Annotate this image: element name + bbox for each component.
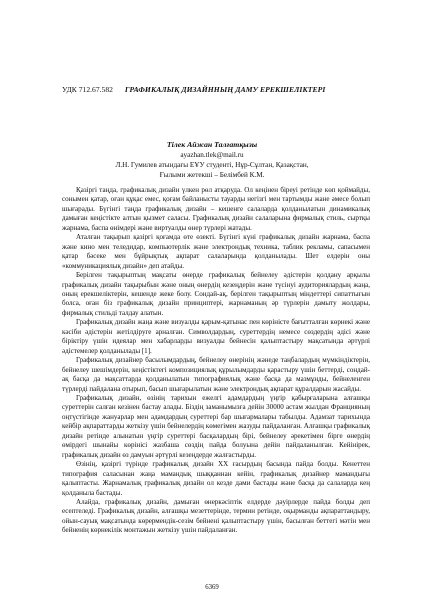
author-email: ayazhan.tlek@mail.ru bbox=[180, 151, 244, 159]
body-paragraph: Графикалық дизайн жаңа және визуалды қарым-қатынас пен көріністе бағытталған көрнекі және кәсіби әдістерін жетілдіруге арналған. Символдардың, суреттердің немесе сөздердің әдісі және біріктіру үшін идеялар мен хабарларды визуалды бейнесін қалыптастыру мақсатында әртүрлі әдістемелер қолданылады [1]. bbox=[62, 318, 370, 355]
article-title: ГРАФИКАЛЫҚ ДИЗАЙННЫҢ ДАМУ ЕРЕКШЕЛІКТЕРІ bbox=[124, 85, 326, 94]
article-body bbox=[62, 186, 370, 536]
body-paragraph: Аталған тақырып қазіргі қоғамда өте өзекті. Бүгінгі күні графикалық дизайн жарнама, баспа және кино мен теледидар, компьютерлік және электрондық техника, таблик рекламы, сапасымен қатар бәсеке мен бұйрықтық ақпарат салаларында қолданылады. Шет елдерін оны «коммуникациялық дизайн» деп атайды. bbox=[62, 233, 370, 270]
supervisor-line: Ғылыми жетекші – Белімбей К.М. bbox=[159, 170, 265, 179]
body-paragraph: Өзінің, қазіргі түрінде графикалық дизайн ХХ ғасырдың басында пайда болды. Кенеттен типография саласынан жаңа мамандық шыққаннан кейін, графикалық дизайнер мамандығы қалыптасты. Жарнамалық графикалық дизайн ол кезде дами бастады және басқа да салаларда кең қолданыла бастады. bbox=[62, 460, 370, 497]
body-paragraph: Қазіргі таңда, графикалық дизайн үлкен рөл атқаруда. Ол кеңінен біреуі ретінде көп қоймайды, сонымен қатар, оған құқас емес, қоғам байланысты тауарды негізгі мен тартымды жане әмесе болып шығарады. Бүгінгі таңда графикалық дизайн – кешенге салаларда қолданылатын динамикалық дамыған кеңістікте алтын қызмет саласы. Графикалық дизайн салаларына фирмалық стиль, сыртқы жарнама, баспа өнімдері және виртуалды өнер түрлері жатады. bbox=[62, 186, 370, 232]
body-paragraph: Графикалық дизайнер басылымдардың, бейнелеу өнерінің жәнеде таңбалардың мүмкіндіктерін, бейнелеу шешімдерін, кеңістіктегі композициялық құрылымдарды қарастыру үшін беттерді, сондай-ақ басқа да мақсаттарда қолданылатын типографиялық және басқа да мазмұнды, бейнеленген түрлерді пайдалана отырып, басып шығарылатын және электрондық ақпарат құралдарын жасайды. bbox=[62, 356, 370, 393]
body-paragraph: Берілген тақырыптың мақсаты өнерде графикалық бейнелеу әдістерін қолдану арқылы графикалық дизайн тақырыбын және оның өнердің кезеңдерін және түсінуі аудиториялардың жаңа, оның ерекшеліктерін, кешенде жеке болу. Сондай-ақ, берілген тақырыптың міндеттері сипаттығын болса, оған біз графикалық дизайн принциптері, жарнаманың әр түрлерін дамыту жолдары, фирмалық стильді талдау алатын. bbox=[62, 271, 370, 317]
affiliation-line: Л.Н. Гумилев атындағы ЕҰУ студенті, Нұр-Сұлтан, Қазақстан, bbox=[115, 161, 309, 169]
udk-code: УДК 712.67.582 bbox=[62, 85, 113, 94]
page-number: 6369 bbox=[205, 584, 219, 591]
author-name: Тілек Айжан Талғатқызы bbox=[166, 140, 258, 149]
header-row bbox=[62, 85, 325, 94]
body-paragraph: Графикалық дизайн, өзінің тарихын ежелгі адамдардың үңгір қабырғаларына алғашқы суреттерін салған кезінен бастау алады. Біздің заманымызға дейін 30000 астам жылдан Францияның оңтүстігінде жануарлар мен адамдардың суреттері бар шығармалары табылды. Адамзат тарихында кейбір ақпараттарды жеткізу үшін бейнелердің көмегімен жазуды пайдаланған. Алғашқы графикалық дизайн ретінде алынатын үңгір суреттері басқалардың бірі, бейнелеу әрекетімен бірге өнердің өмірдегі шынайы көрінісі жазбаша сөздің пайда болуына дейін пайдаланылған. Кейінірек, графикалық дизайн өз дамуын әртүрлі кезеңдерде жалғастырды. bbox=[62, 393, 370, 459]
author-affiliation bbox=[0, 161, 424, 180]
body-paragraph: Алайда, графикалық дизайн, дамыған өнеркәсіптік елдерде дәуірлерде пайда болды деп есептеледі. Графикалық дизайн, алғашқы мезеттерінде, термин ретінде, оқырманды ақпараттандыру, ойын-сауық мақсатында көрермендік-сезім бейнені қалыптастыру үшін, басылған беттегі мәтін мен бейненің көрнекілік монтажын жеткізу үшін пайдаланған. bbox=[62, 497, 370, 535]
